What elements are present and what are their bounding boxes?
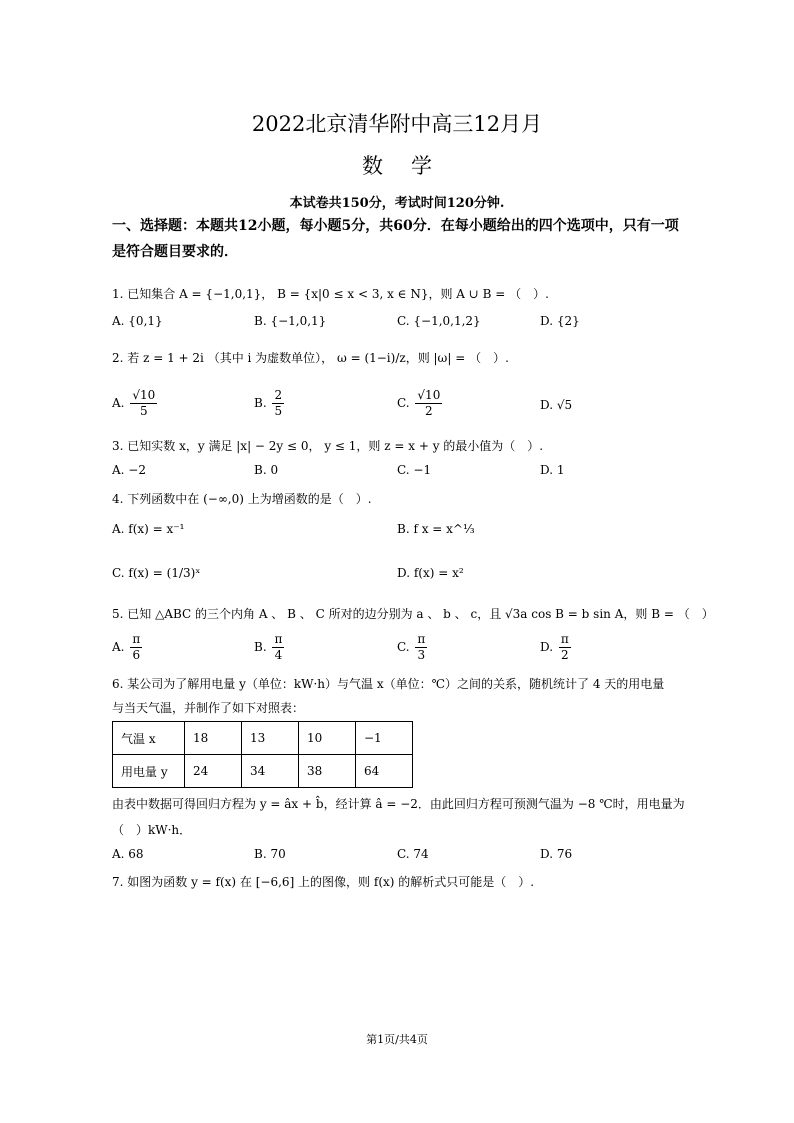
question-3-text: 3. 已知实数 x，y 满足 |x| − 2y ≤ 0， y ≤ 1，则 z = x + y 的最小值为（ ）. <box>112 439 544 453</box>
q5-option-b <box>254 632 286 663</box>
question-6-after-line1: 由表中数据可得回归方程为 y = âx + b̂，经计算 â = −2．由此回归方程可预测气温为 −8 ℃时，用电量为 <box>112 797 685 811</box>
table-cell: 气温 x <box>113 722 185 755</box>
denominator: 6 <box>132 648 141 662</box>
q6-option-b: B. 70 <box>254 847 286 861</box>
table-cell: 34 <box>242 755 299 788</box>
q3-option-b: B. 0 <box>254 463 279 477</box>
denominator: 5 <box>139 404 148 418</box>
q5-option-c <box>397 632 429 663</box>
option-label: C. <box>397 640 410 654</box>
q1-option-b: B. {−1,0,1} <box>254 314 327 328</box>
table-cell: −1 <box>356 722 413 755</box>
option-value: √5 <box>556 398 573 412</box>
numerator: √10 <box>132 388 156 402</box>
table-cell: 18 <box>185 722 242 755</box>
denominator: 4 <box>274 648 283 662</box>
denominator: 2 <box>425 404 433 418</box>
q5-option-d <box>540 632 573 663</box>
option-label: A. <box>112 640 125 654</box>
data-table <box>112 721 413 788</box>
numerator: π <box>417 632 426 646</box>
q2-option-b <box>254 388 286 419</box>
q6-option-d: D. 76 <box>540 847 573 861</box>
q4-option-c: C. f(x) = (1/3)ˣ <box>112 566 201 580</box>
q4-option-d: D. f(x) = x² <box>397 566 464 580</box>
q4-option-a: A. f(x) = x⁻¹ <box>112 522 185 536</box>
question-2-text: 2. 若 z = 1 + 2i （其中 i 为虚数单位）， ω = (1−i)/z，则 |ω| = （ ）. <box>112 351 509 365</box>
exam-info: 本试卷共150分，考试时间120分钟. <box>289 196 505 211</box>
option-label: D. <box>540 640 554 654</box>
table-cell: 10 <box>299 722 356 755</box>
fraction <box>130 632 142 663</box>
fraction <box>130 388 157 419</box>
q1-option-d: D. {2} <box>540 314 580 328</box>
denominator: 2 <box>560 648 569 662</box>
numerator: π <box>560 632 569 646</box>
fraction <box>415 388 442 419</box>
q1-option-a: A. {0,1} <box>112 314 163 328</box>
numerator: 2 <box>274 388 283 402</box>
section-heading: 一、选择题：本题共12小题，每小题5分，共60分．在每小题给出的四个选项中，只有一项是符合题目要求的． <box>112 218 679 260</box>
q1-option-c: C. {−1,0,1,2} <box>397 314 481 328</box>
table-cell: 24 <box>185 755 242 788</box>
numerator: π <box>274 632 283 646</box>
denominator: 5 <box>274 404 283 418</box>
q3-option-c: C. −1 <box>397 463 432 477</box>
fraction <box>415 632 427 663</box>
question-6-text-line1: 6. 某公司为了解用电量 y（单位：kW·h）与气温 x（单位：℃）之间的关系，随机统计了 4 天的用电量 <box>112 677 665 691</box>
option-label: D. <box>540 398 554 412</box>
option-label: C. <box>397 396 410 410</box>
q2-option-d <box>540 398 572 412</box>
question-7-text: 7. 如图为函数 y = f(x) 在 [−6,6] 上的图像，则 f(x) 的解析式只可能是（ ）. <box>112 875 535 889</box>
table-cell: 38 <box>299 755 356 788</box>
table-row <box>113 755 413 788</box>
q2-option-a <box>112 388 159 419</box>
question-5-text: 5. 已知 △ABC 的三个内角 A 、 B 、 C 所对的边分别为 a 、 b 、 c，且 √3a cos B = b sin A，则 B = （ ） <box>112 607 714 621</box>
page-title: 2022北京清华附中高三12月月 <box>251 112 543 136</box>
fraction <box>272 388 284 419</box>
question-4-text: 4. 下列函数中在 (−∞,0) 上为增函数的是（ ）. <box>112 492 372 506</box>
numerator: π <box>132 632 141 646</box>
table-row <box>113 722 413 755</box>
q4-option-b: B. f x = x^⅓ <box>397 522 475 536</box>
option-label: A. <box>112 396 125 410</box>
q5-option-a <box>112 632 144 663</box>
subject-title: 数学 <box>362 154 460 178</box>
option-label: B. <box>254 640 267 654</box>
table-cell: 64 <box>356 755 413 788</box>
q3-option-a: A. −2 <box>112 463 146 477</box>
fraction <box>272 632 284 663</box>
q2-option-c <box>397 388 444 419</box>
numerator: √10 <box>417 388 441 402</box>
denominator: 3 <box>417 648 426 662</box>
fraction <box>559 632 571 663</box>
question-1-text: 1. 已知集合 A = {−1,0,1}， B = {x|0 ≤ x < 3, x ∈ N}，则 A ∪ B = （ ）. <box>112 287 549 301</box>
question-6-after-line2: （ ）kW·h． <box>112 823 192 837</box>
option-label: B. <box>254 396 267 410</box>
q6-option-c: C. 74 <box>397 847 429 861</box>
table-cell: 用电量 y <box>113 755 185 788</box>
q3-option-d: D. 1 <box>540 463 565 477</box>
page-footer: 第1页/共4页 <box>366 1033 428 1046</box>
question-6-text-line2: 与当天气温，并制作了如下对照表： <box>112 701 305 715</box>
table-cell: 13 <box>242 722 299 755</box>
q6-option-a: A. 68 <box>112 847 144 861</box>
